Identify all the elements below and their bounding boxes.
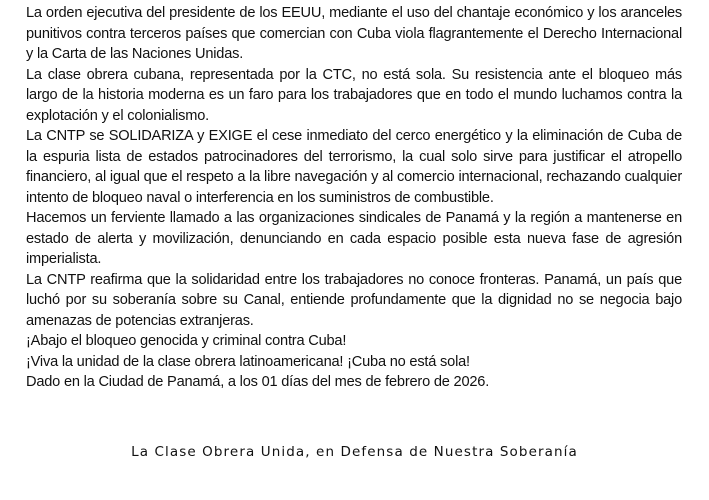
slogan-long-live-unity: ¡Viva la unidad de la clase obrera latinoamericana! ¡Cuba no está sola! <box>26 353 470 370</box>
paragraph-solidarity-no-borders: La CNTP reafirma que la solidaridad entre los trabajadores no conoce fronteras. Panamá, un país que luchó por su soberanía sobre su Canal, entiende profundamente que la dignidad no se negocia bajo amenazas de potencias extranjeras. <box>26 271 682 329</box>
closing-motto: La Clase Obrera Unida, en Defensa de Nuestra Soberanía <box>131 444 578 460</box>
paragraph-cntp-demands: La CNTP se SOLIDARIZA y EXIGE el cese inmediato del cerco energético y la eliminación de Cuba de la espuria lista de estados patrocinadores del terrorismo, la cual solo sirve para justificar el atropello financiero, al igual que el respeto a la libre navegación y al comercio internacional, rechazando cualquier intento de bloqueo naval o interferencia en los suministros de combustible. <box>26 128 682 206</box>
statement-body <box>26 3 682 393</box>
date-line: Dado en la Ciudad de Panamá, a los 01 días del mes de febrero de 2026. <box>26 374 490 390</box>
paragraph-executive-order: La orden ejecutiva del presidente de los EEUU, mediante el uso del chantaje económico y los aranceles punitivos contra terceros países que comercian con Cuba viola flagrantemente el Derecho Internacional y la Carta de las Naciones Unidas. <box>26 5 682 62</box>
paragraph-ctc-solidarity: La clase obrera cubana, representada por la CTC, no está sola. Su resistencia ante el bloqueo más largo de la historia moderna es un faro para los trabajadores que en todo el mundo luchamos contra la explotación y el colonialismo. <box>26 66 682 124</box>
slogan-down-with-blockade: ¡Abajo el bloqueo genocida y criminal contra Cuba! <box>26 333 347 349</box>
paragraph-call-to-unions: Hacemos un ferviente llamado a las organizaciones sindicales de Panamá y la región a mantenerse en estado de alerta y movilización, denunciando en cada espacio posible esta nueva fase de agresión imperialista. <box>26 210 682 267</box>
